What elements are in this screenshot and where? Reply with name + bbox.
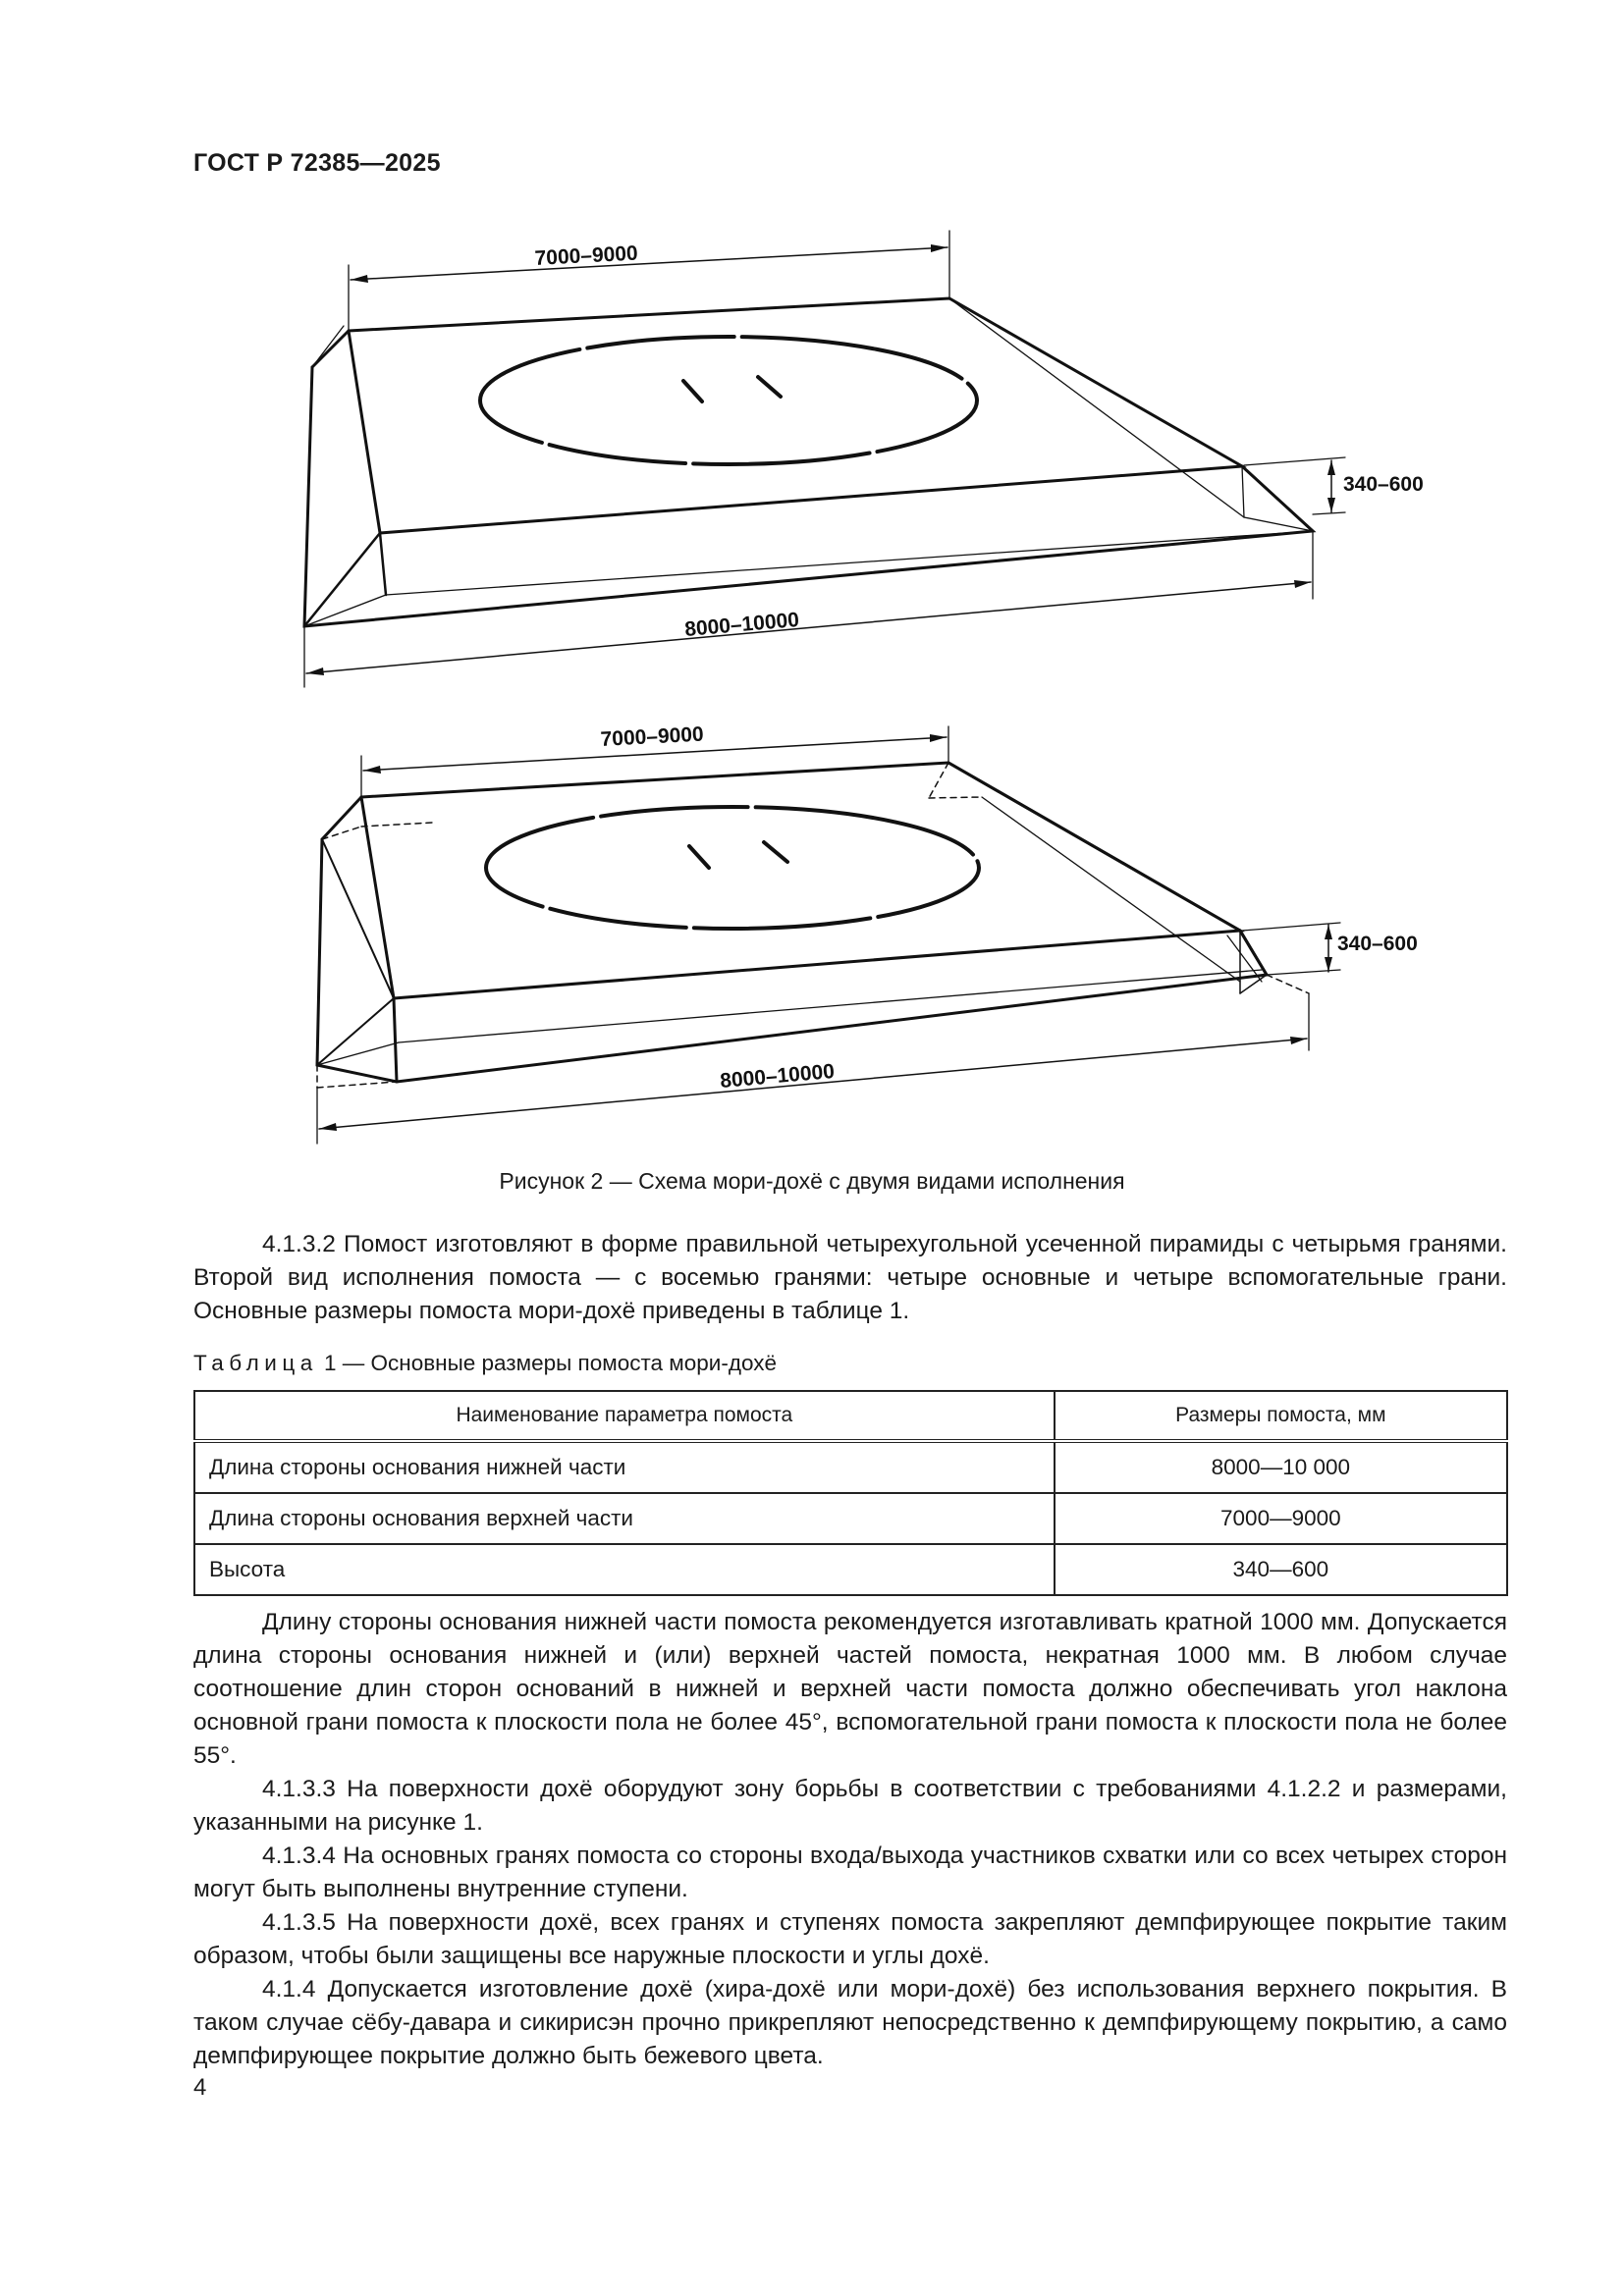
paragraph-4-1-3-5: 4.1.3.5 На поверхности дохё, всех гранях и ступенях помоста закрепляют демпфирующее покрытие таким образом, чтобы были защищены все наружные плоскости и углы дохё.: [193, 1909, 1507, 1969]
top-dim-label: 7000–9000: [534, 241, 639, 270]
row-size-value: 8000—10 000: [1055, 1441, 1507, 1493]
bottom-dim-label: 8000–10000: [683, 608, 800, 641]
table-caption-text: 1 — Основные размеры помоста мори-дохё: [324, 1351, 777, 1375]
table-caption-label: Таблица: [193, 1351, 318, 1375]
paragraph-4-1-4: 4.1.4 Допускается изготовление дохё (хира-дохё или мори-дохё) без использования верхнего покрытия. В таком случае сёбу-давара и сикирисэн прочно прикрепляют непосредственно к демпфирующему покрытию, а само демпфирующее покрытие должно быть бежевого цвета.: [193, 1976, 1507, 2069]
table-header-row: [194, 1391, 1507, 1441]
row-parameter-name: Длина стороны основания нижней части: [194, 1441, 1055, 1493]
document-code-header: ГОСТ Р 72385—2025: [193, 149, 441, 177]
paragraph-4-1-3-4: 4.1.3.4 На основных гранях помоста со стороны входа/выхода участников схватки или со всех четырех сторон могут быть выполнены внутренние ступени.: [193, 1842, 1507, 1902]
column-header-size: Размеры помоста, мм: [1055, 1391, 1507, 1441]
height-dim-label: 340–600: [1337, 933, 1418, 955]
paragraph-lower-base-length: Длину стороны основания нижней части помоста рекомендуется изготавливать кратной 1000 мм. Допускается длина стороны основания нижней и (или) верхней частей помоста, некратная 1000 мм. В любом случае соотношение длин сторон оснований в нижней и верхней части помоста должно обеспечивать угол наклона основной грани помоста к плоскости пола не более 45°, вспомогательной грани помоста к плоскости пола не более 55°.: [193, 1609, 1507, 1769]
paragraph-4-1-3-2: 4.1.3.2 Помост изготовляют в форме правильной четырехугольной усеченной пирамиды с четырьмя гранями. Второй вид исполнения помоста — с восемью гранями: четыре основные и четыре вспомогательные грани. Основные размеры помоста мори-дохё приведены в таблице 1.: [193, 1231, 1507, 1324]
table-row: [194, 1544, 1507, 1595]
row-size-value: 340—600: [1055, 1544, 1507, 1595]
column-header-parameter: Наименование параметра помоста: [194, 1391, 1055, 1441]
table-row: [194, 1441, 1507, 1493]
figure-caption: Рисунок 2 — Схема мори-дохё с двумя видами исполнения: [499, 1168, 1125, 1194]
paragraph-4-1-3-3: 4.1.3.3 На поверхности дохё оборудуют зону борьбы в соответствии с требованиями 4.1.2.2 и размерами, указанными на рисунке 1.: [193, 1776, 1507, 1836]
dimensions-table: [193, 1390, 1508, 1596]
row-size-value: 7000—9000: [1055, 1493, 1507, 1544]
table-caption: [193, 1351, 777, 1376]
height-dim-label: 340–600: [1343, 473, 1424, 496]
row-parameter-name: Высота: [194, 1544, 1055, 1595]
table-row: [194, 1493, 1507, 1544]
row-parameter-name: Длина стороны основания верхней части: [194, 1493, 1055, 1544]
top-dim-label: 7000–9000: [600, 722, 705, 751]
diagram-four-faces: [304, 231, 1345, 687]
page-number: 4: [193, 2074, 207, 2101]
bottom-dim-label: 8000–10000: [719, 1059, 836, 1093]
